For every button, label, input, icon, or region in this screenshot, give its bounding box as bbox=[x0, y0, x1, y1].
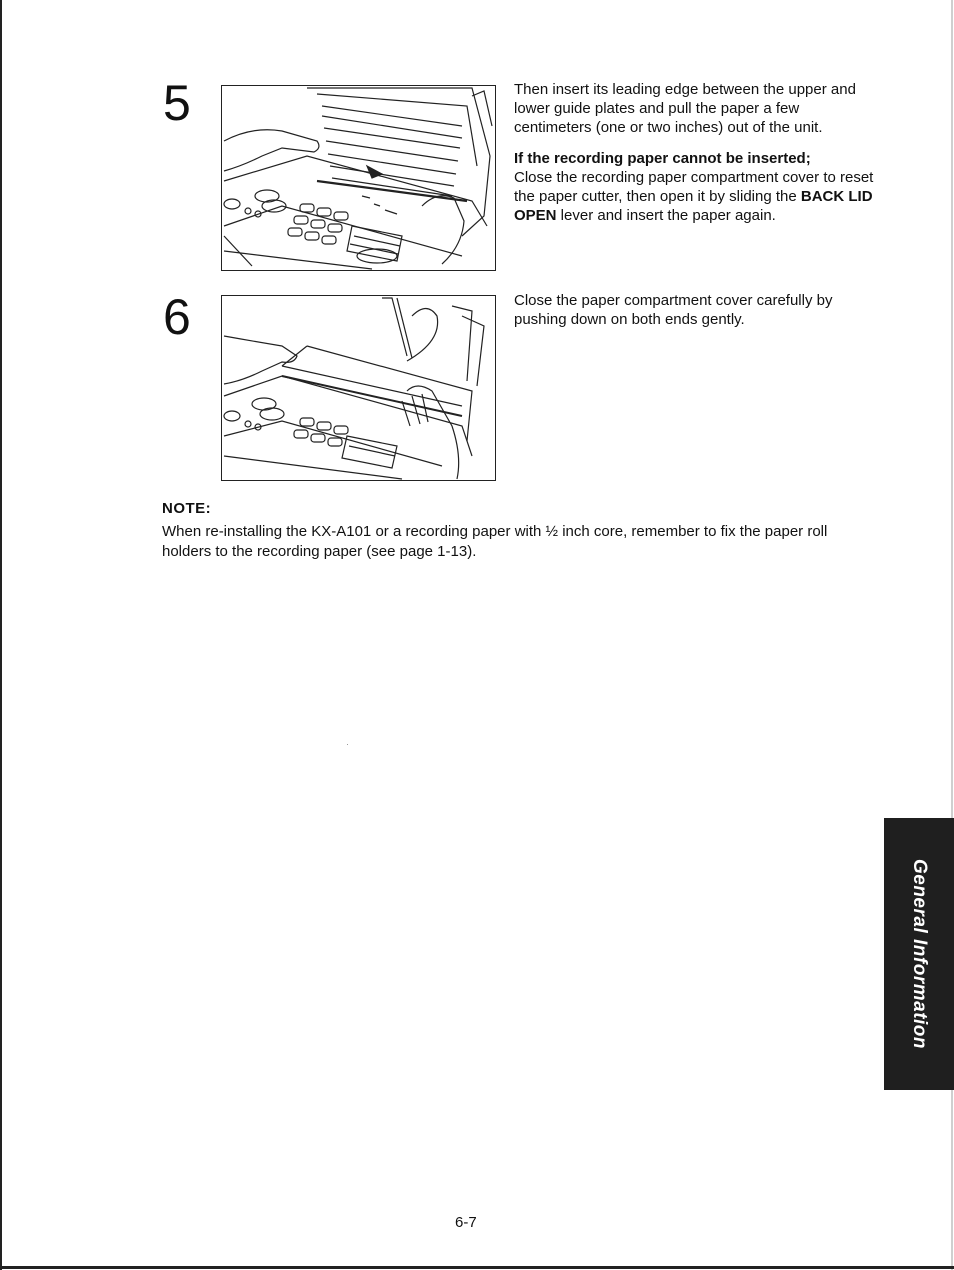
step-5-recovery-text-b: lever and insert the paper again. bbox=[556, 207, 776, 224]
step-5-text bbox=[514, 80, 874, 225]
back-lid-open-label: BACK LID OPEN bbox=[514, 188, 873, 224]
page-border-left bbox=[0, 0, 2, 1270]
page-border-bottom bbox=[0, 1266, 954, 1269]
fax-machine-insert-paper-illustration-icon bbox=[222, 86, 495, 270]
step-5-subheading: If the recording paper cannot be inserted; bbox=[514, 150, 811, 167]
page-number: 6-7 bbox=[455, 1214, 477, 1231]
fax-machine-close-cover-illustration-icon bbox=[222, 296, 495, 480]
step-6-illustration bbox=[221, 295, 496, 481]
step-number-5: 5 bbox=[163, 75, 191, 131]
step-5-instruction: Then insert its leading edge between the upper and lower guide plates and pull the paper a few centimeters (one or two inches) out of the unit. bbox=[514, 81, 856, 136]
side-tab-label: General Information bbox=[909, 858, 930, 1050]
step-5-recovery-instruction bbox=[514, 168, 874, 225]
stray-dot bbox=[347, 744, 348, 745]
note-title: NOTE: bbox=[162, 500, 212, 517]
step-6-text bbox=[514, 291, 874, 329]
step-number-6: 6 bbox=[163, 289, 191, 345]
note-body: When re-installing the KX-A101 or a recording paper with ½ inch core, remember to fix the paper roll holders to the recording paper (see page 1-13). bbox=[162, 523, 828, 560]
section-side-tab bbox=[884, 818, 954, 1090]
step-5-illustration bbox=[221, 85, 496, 271]
step-5-recovery-text-a: Close the recording paper compartment cover to reset the paper cutter, then open it by sliding the bbox=[514, 169, 874, 205]
step-6-instruction: Close the paper compartment cover carefully by pushing down on both ends gently. bbox=[514, 292, 833, 328]
